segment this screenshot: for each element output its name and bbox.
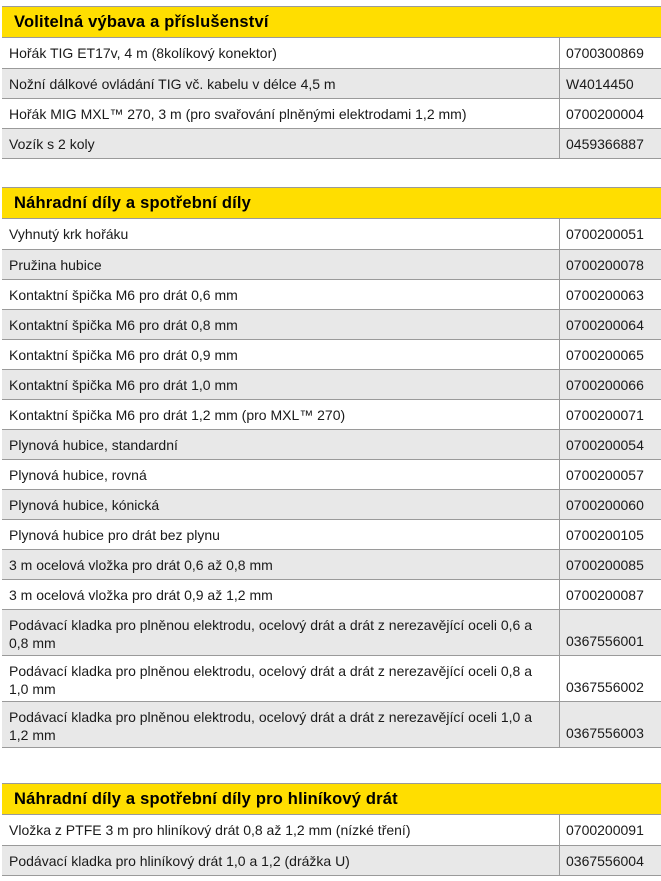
- item-code: 0700200064: [566, 316, 644, 333]
- item-description: Vložka z PTFE 3 m pro hliníkový drát 0,8 až 1,2 mm (nízké tření): [2, 815, 560, 845]
- table-row: [2, 459, 661, 489]
- item-description: Plynová hubice, rovná: [2, 460, 560, 489]
- item-code: 0459366887: [566, 135, 644, 152]
- item-code: 0367556003: [566, 725, 644, 741]
- item-code: 0700200063: [566, 286, 644, 303]
- item-description: 3 m ocelová vložka pro drát 0,6 až 0,8 mm: [2, 550, 560, 579]
- item-description: Nožní dálkové ovládání TIG vč. kabelu v délce 4,5 m: [2, 69, 560, 98]
- item-code: 0700200057: [566, 466, 644, 483]
- table-row: [2, 369, 661, 399]
- table-row: [2, 279, 661, 309]
- item-code: 0700300869: [566, 45, 644, 61]
- item-description: Plynová hubice, standardní: [2, 430, 560, 459]
- item-code: 0700200054: [566, 436, 644, 453]
- table-row: [2, 128, 661, 158]
- item-code: 0700200105: [566, 526, 644, 543]
- item-description: Vozík s 2 koly: [2, 129, 560, 158]
- section-optional-equipment: [2, 6, 661, 159]
- item-code: 0700200085: [566, 556, 644, 573]
- table: [2, 815, 661, 876]
- table-row: [2, 845, 661, 875]
- item-description: Vyhnutý krk hořáku: [2, 219, 560, 249]
- item-code: 0700200078: [566, 256, 644, 273]
- item-description: Podávací kladka pro plněnou elektrodu, ocelový drát a drát z nerezavějící oceli 0,6 a 0,8 mm: [2, 610, 560, 655]
- table-row: [2, 309, 661, 339]
- item-code: 0367556004: [566, 852, 644, 869]
- table-row: [2, 519, 661, 549]
- item-description: Kontaktní špička M6 pro drát 0,6 mm: [2, 280, 560, 309]
- item-code: 0700200065: [566, 346, 644, 363]
- table-row: [2, 549, 661, 579]
- item-description: Hořák MIG MXL™ 270, 3 m (pro svařování plněnými elektrodami 1,2 mm): [2, 99, 560, 128]
- table: [2, 219, 661, 748]
- item-description: Plynová hubice, kónická: [2, 490, 560, 519]
- table-row: [2, 249, 661, 279]
- section-title: Náhradní díly a spotřební díly pro hliníkový drát: [2, 783, 661, 815]
- item-description: Podávací kladka pro hliníkový drát 1,0 a 1,2 (drážka U): [2, 846, 560, 875]
- item-code: 0700200060: [566, 496, 644, 513]
- item-description: Kontaktní špička M6 pro drát 1,0 mm: [2, 370, 560, 399]
- item-code: 0700200051: [566, 226, 644, 242]
- item-description: Kontaktní špička M6 pro drát 1,2 mm (pro MXL™ 270): [2, 400, 560, 429]
- section-title: Volitelná výbava a příslušenství: [2, 6, 661, 38]
- item-code: 0700200087: [566, 586, 644, 603]
- item-code: 0367556001: [566, 633, 644, 649]
- table-row: [2, 655, 661, 701]
- table-row: [2, 489, 661, 519]
- item-code: 0700200071: [566, 406, 644, 423]
- item-description: Podávací kladka pro plněnou elektrodu, ocelový drát a drát z nerezavějící oceli 1,0 a 1,2 mm: [2, 702, 560, 747]
- section-spare-parts: [2, 187, 661, 748]
- table-row: [2, 815, 661, 845]
- item-code: 0700200066: [566, 376, 644, 393]
- item-description: 3 m ocelová vložka pro drát 0,9 až 1,2 mm: [2, 580, 560, 609]
- section-aluminium-parts: [2, 783, 661, 876]
- table-row: [2, 399, 661, 429]
- table-row: [2, 429, 661, 459]
- item-description: Pružina hubice: [2, 250, 560, 279]
- item-code: 0700200004: [566, 105, 644, 122]
- table-row: [2, 219, 661, 249]
- item-description: Kontaktní špička M6 pro drát 0,9 mm: [2, 340, 560, 369]
- table-row: [2, 609, 661, 655]
- table-row: [2, 579, 661, 609]
- item-code: 0700200091: [566, 822, 644, 838]
- table-row: [2, 339, 661, 369]
- item-description: Kontaktní špička M6 pro drát 0,8 mm: [2, 310, 560, 339]
- item-description: Hořák TIG ET17v, 4 m (8kolíkový konektor): [2, 38, 560, 68]
- table-row: [2, 98, 661, 128]
- table-row: [2, 38, 661, 68]
- table-row: [2, 68, 661, 98]
- item-code: W4014450: [566, 75, 634, 92]
- item-code: 0367556002: [566, 679, 644, 695]
- section-title: Náhradní díly a spotřební díly: [2, 187, 661, 219]
- item-description: Plynová hubice pro drát bez plynu: [2, 520, 560, 549]
- item-description: Podávací kladka pro plněnou elektrodu, ocelový drát a drát z nerezavějící oceli 0,8 a 1,0 mm: [2, 656, 560, 701]
- table: [2, 38, 661, 159]
- table-row: [2, 701, 661, 747]
